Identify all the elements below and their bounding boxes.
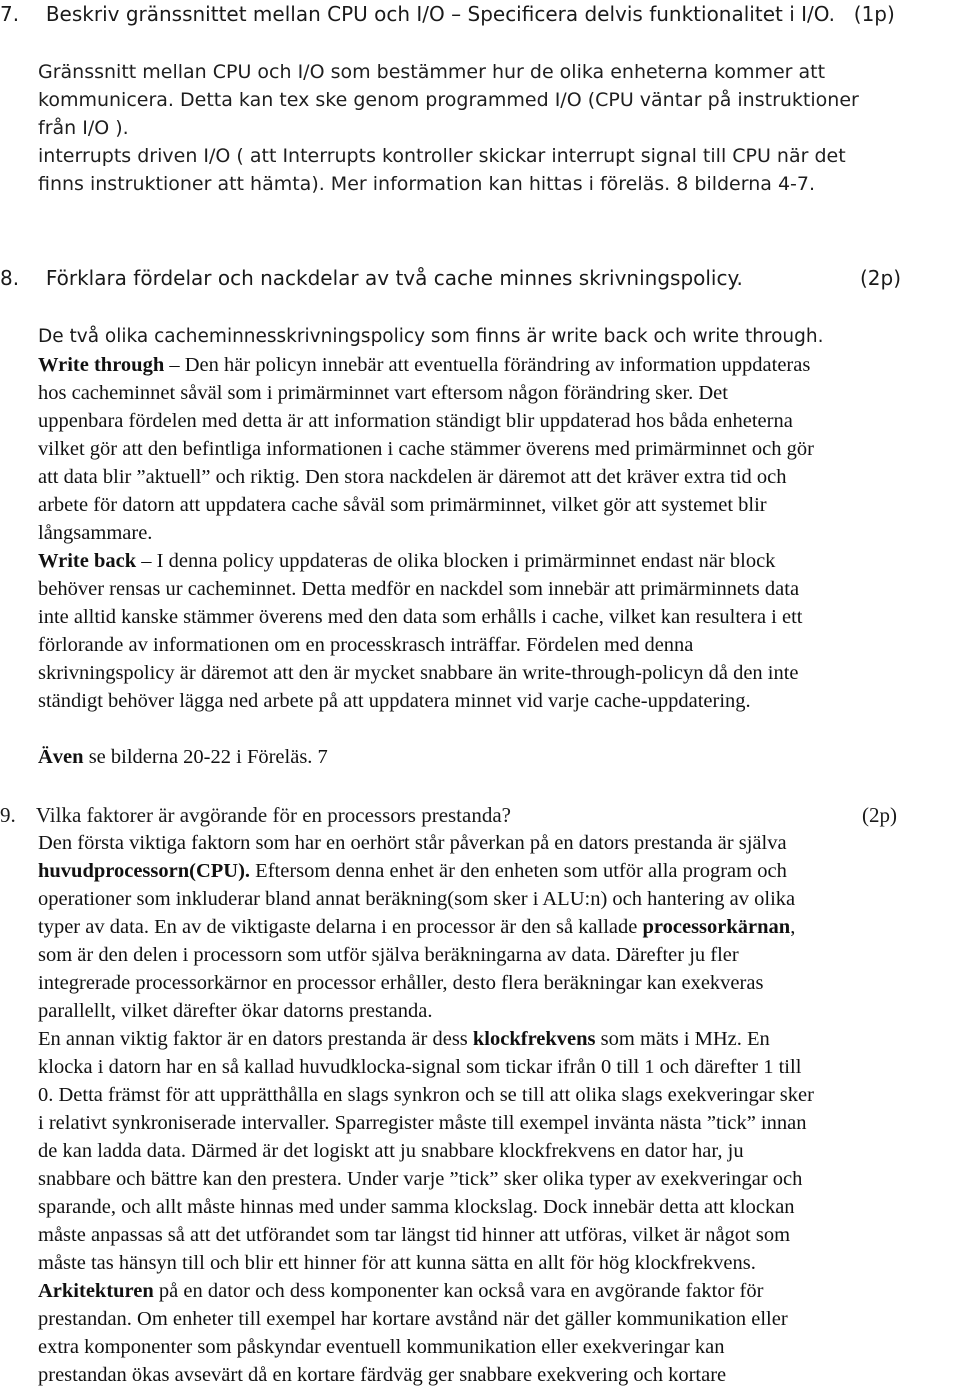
- see-also-line: [38, 743, 960, 771]
- answer-line: uppenbara fördelen med detta är att information ständigt blir uppdaterad hos båda enheterna: [38, 410, 793, 432]
- answer-line: långsammare.: [38, 522, 153, 544]
- question-8-points: (2p): [860, 266, 902, 290]
- question-text: Förklara fördelar och nackdelar av två cache minnes skrivningspolicy.: [45, 266, 743, 290]
- text-segment: Den första viktiga faktorn som har en oerhört står påverkan på en dators prestanda är själva: [38, 832, 787, 854]
- question-7: [0, 1, 895, 28]
- answer-line: [38, 941, 960, 969]
- answer-8-intro: De två olika cacheminnesskrivningspolicy som finns är write back och write through.: [38, 326, 824, 347]
- answer-line: [38, 997, 960, 1025]
- question-9-points: (2p): [862, 803, 897, 827]
- answer-line: [38, 1053, 960, 1081]
- answer-line: skrivningspolicy är däremot att den är mycket snabbare än write-through-policyn då den inte: [38, 662, 799, 684]
- text-segment: snabbare och bättre kan den prestera. Under varje ”tick” sker olika typer av exekveringar och: [38, 1168, 803, 1190]
- answer-line: [38, 1249, 960, 1277]
- answer-9-body: [38, 829, 960, 1389]
- answer-line: vilket gör att den befintliga informationen i cache stämmer överens med primärminnet och gör: [38, 438, 814, 460]
- answer-line: [38, 829, 960, 857]
- question-9: [0, 801, 511, 829]
- answer-line: [38, 1137, 960, 1165]
- answer-line: interrupts driven I/O ( att Interrupts kontroller skickar interrupt signal till CPU när det: [38, 145, 846, 167]
- answer-line: [38, 1333, 960, 1361]
- text-segment: i relativt synkroniserade intervaller. Sparregister måste till exempel invänta nästa ”tick” innan: [38, 1112, 807, 1134]
- answer-line: ständigt behöver lägga ned arbete på att uppdatera minnet vid varje cache-uppdatering.: [38, 690, 751, 712]
- bold-term: Arkitekturen: [38, 1280, 154, 1302]
- answer-line: [38, 1193, 960, 1221]
- answer-line: [38, 1165, 960, 1193]
- bold-term: huvudprocessorn(CPU).: [38, 860, 251, 882]
- answer-line: behöver rensas ur cacheminnet. Detta medför en nackdel som innebär att primärminnets data: [38, 578, 800, 600]
- text-segment: integrerade processorkärnor en processor erhåller, desto flera beräkningar kan exekveras: [38, 972, 764, 994]
- bold-term: klockfrekvens: [472, 1028, 596, 1050]
- write-through-term: Write through: [38, 354, 165, 376]
- text-segment: måste anpassas så att det utförandet som tar längst tid hinner att utföras, vilket är något som: [38, 1224, 791, 1246]
- text-segment: Eftersom denna enhet är den enheten som utför alla program och: [250, 860, 787, 882]
- answer-line: [38, 1221, 960, 1249]
- question-number: 9.: [0, 803, 16, 827]
- text-segment: de kan ladda data. Därmed är det logiskt att ju snabbare klockfrekvens en dator har, ju: [38, 1140, 744, 1162]
- answer-line: [38, 1025, 960, 1053]
- answer-line: [38, 1277, 960, 1305]
- answer-line: [38, 1361, 960, 1389]
- answer-8-body: [38, 351, 960, 715]
- answer-line: inte alltid kanske stämmer överens med den data som erhålls i cache, vilket kan resultera i ett: [38, 606, 803, 628]
- text-segment: på en dator och dess komponenter kan också vara en avgörande faktor för: [153, 1280, 764, 1302]
- answer-line: [38, 913, 960, 941]
- write-back-term: Write back: [38, 550, 137, 572]
- answer-line: [38, 1305, 960, 1333]
- write-back-first-line: Write back – I denna policy uppdateras de olika blocken i primärminnet endast när block: [38, 550, 776, 572]
- text-segment: parallellt, vilket därefter ökar datorns prestanda.: [38, 1000, 433, 1022]
- answer-line: [38, 1081, 960, 1109]
- answer-line: finns instruktioner att hämta). Mer information kan hittas i föreläs. 8 bilderna 4-7.: [38, 173, 816, 195]
- text-segment: måste tas hänsyn till och blir ett hinner för att kunna sätta en allt för hög klockfrekvens.: [38, 1252, 756, 1274]
- text-segment: sparande, och allt måste hinnas med under samma klockslag. Dock innebär detta att klockan: [38, 1196, 795, 1218]
- also-bold: Även: [38, 746, 84, 768]
- text-segment: prestandan ökas avsevärt då en kortare färdväg ger snabbare exekvering och kortare: [38, 1364, 727, 1386]
- answer-line: hos cacheminnet såväl som i primärminnet vart eftersom någon förändring sker. Det: [38, 382, 728, 404]
- answer-line: kommunicera. Detta kan tex ske genom programmed I/O (CPU väntar på instruktioner: [38, 89, 859, 111]
- answer-line: [38, 969, 960, 997]
- answer-line: att data blir ”aktuell” och riktig. Den stora nackdelen är däremot att det kräver extra tid och: [38, 466, 787, 488]
- question-text: Vilka faktorer är avgörande för en processors prestanda?: [35, 803, 511, 827]
- also-rest: se bilderna 20-22 i Föreläs. 7: [83, 746, 328, 768]
- text-segment: operationer som inkluderar bland annat beräkning(som sker i ALU:n) och hantering av olika: [38, 888, 796, 910]
- text-segment: En annan viktig faktor är en dators prestanda är dess: [38, 1028, 473, 1050]
- question-number: 7.: [0, 2, 20, 26]
- text-segment: typer av data. En av de viktigaste delarna i en processor är den så kallade: [38, 916, 643, 938]
- answer-line: från I/O ).: [38, 117, 129, 139]
- text-segment: extra komponenter som påskyndar eventuell kommunikation eller exekveringar kan: [38, 1336, 725, 1358]
- bold-term: processorkärnan: [642, 916, 791, 938]
- text-segment: prestandan. Om enheter till exempel har kortare avstånd när det gäller kommunikation eller: [38, 1308, 788, 1330]
- text-segment: som är den delen i processorn som utför själva beräkningarna av data. Därefter ju fler: [38, 944, 739, 966]
- question-number: 8.: [0, 266, 20, 290]
- answer-line: Gränssnitt mellan CPU och I/O som bestämmer hur de olika enheterna kommer att: [38, 61, 826, 83]
- answer-line: förlorande av informationen om en processkrasch inträffar. Fördelen med denna: [38, 634, 694, 656]
- answer-line: arbete för datorn att uppdatera cache såväl som primärminnet, vilket gör att systemet blir: [38, 494, 767, 516]
- text-segment: 0. Detta främst för att upprätthålla en slags synkron och se till att olika slags exekveringar sker: [38, 1084, 814, 1106]
- answer-7: [38, 58, 960, 198]
- question-8: [0, 265, 743, 292]
- answer-line: [38, 885, 960, 913]
- text-segment: ,: [790, 916, 796, 938]
- question-text: Beskriv gränssnittet mellan CPU och I/O – Specificera delvis funktionalitet i I/O.: [45, 2, 836, 26]
- text-segment: som mäts i MHz. En: [595, 1028, 770, 1050]
- answer-line: [38, 857, 960, 885]
- answer-line: [38, 1109, 960, 1137]
- write-through-first-line: Write through – Den här policyn innebär att eventuella förändring av information uppdateras: [38, 354, 811, 376]
- question-points: (1p): [853, 2, 895, 26]
- text-segment: klocka i datorn har en så kallad huvudklocka-signal som tickar ifrån 0 till 1 och därefter 1 till: [38, 1056, 802, 1078]
